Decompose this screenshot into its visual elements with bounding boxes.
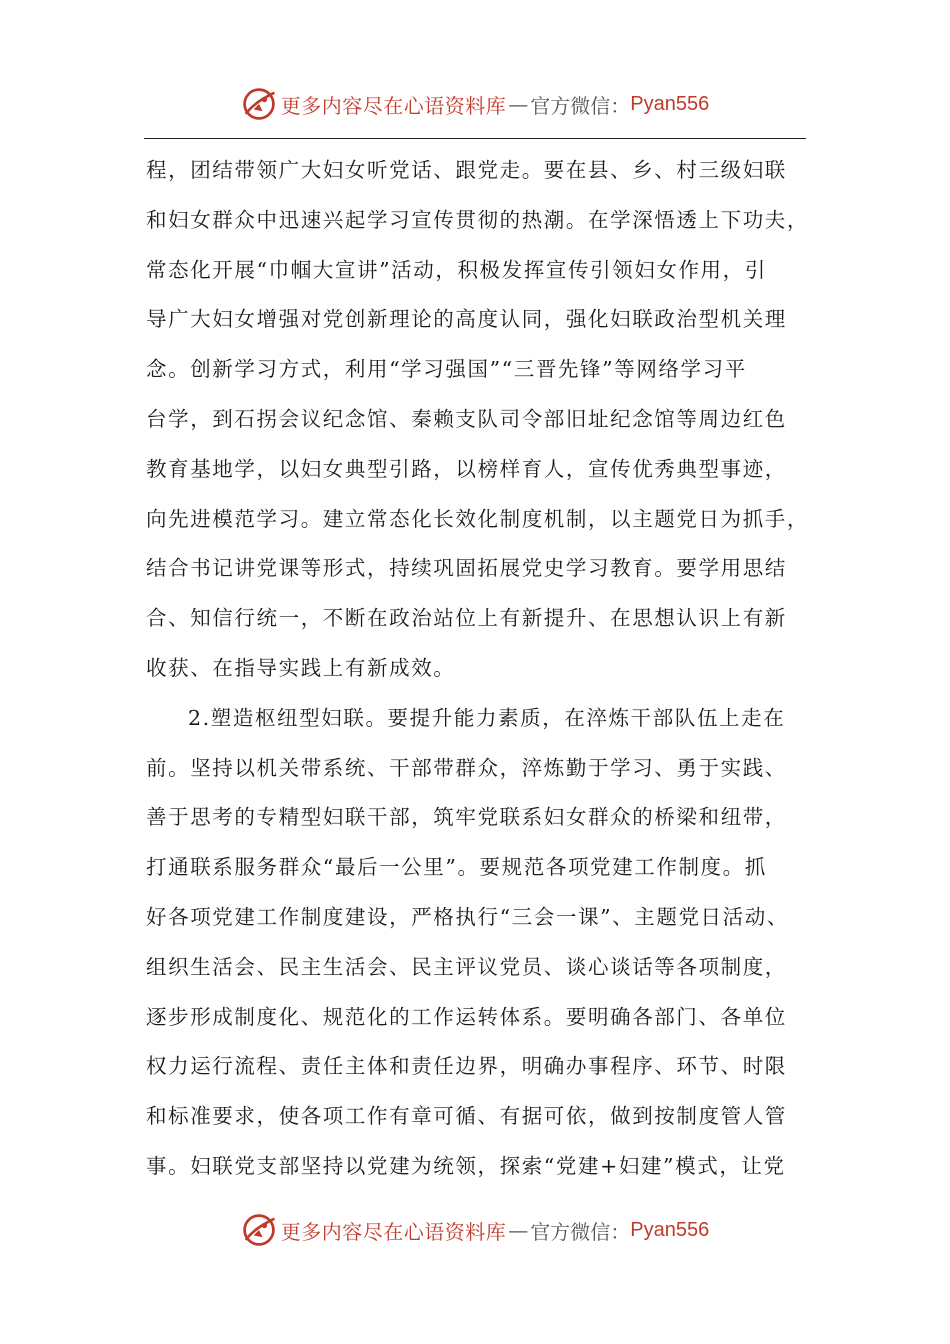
body-line: 合、知信行统一，不断在政治站位上有新提升、在思想认识上有新 — [146, 606, 787, 631]
banner-dash: — — [508, 92, 529, 116]
banner-contact-label: 官方微信： — [530, 93, 631, 118]
logo-icon — [241, 1212, 277, 1248]
body-line: 好各项党建工作制度建设，严格执行“三会一课”、主题党日活动、 — [146, 904, 789, 929]
body-line: 结合书记讲党课等形式，持续巩固拓展党史学习教育。要学用思结 — [146, 556, 787, 581]
body-line: 事。妇联党支部坚持以党建为统领，探索“党建+妇建”模式，让党 — [146, 1153, 786, 1178]
banner-dash: — — [508, 1218, 529, 1242]
body-line: 和标准要求，使各项工作有章可循、有据可依，做到按制度管人管 — [146, 1104, 787, 1129]
banner-contact-label: 官方微信： — [530, 1219, 631, 1244]
banner-title: 更多内容尽在心语资料库 — [280, 93, 507, 118]
header-rule — [144, 138, 806, 139]
body-line: 导广大妇女增强对党创新理论的高度认同，强化妇联政治型机关理 — [146, 307, 787, 332]
body-line: 程，团结带领广大妇女听党话、跟党走。要在县、乡、村三级妇联 — [146, 158, 787, 182]
body-line: 权力运行流程、责任主体和责任边界，明确办事程序、环节、时限 — [146, 1054, 787, 1079]
body-line: 和妇女群众中迅速兴起学习宣传贯彻的热潮。在学深悟透上下功夫， — [146, 207, 809, 232]
body-line: 教育基地学，以妇女典型引路，以榜样育人，宣传优秀典型事迹， — [146, 456, 787, 481]
body-line: 常态化开展“巾帼大宣讲”活动，积极发挥宣传引领妇女作用，引 — [146, 257, 767, 282]
body-line: 逐步形成制度化、规范化的工作运转体系。要明确各部门、各单位 — [146, 1004, 787, 1029]
banner-title: 更多内容尽在心语资料库 — [280, 1219, 507, 1244]
body-line: 念。创新学习方式，利用“学习强国”“三晋先锋”等网络学习平 — [146, 357, 747, 382]
footer-banner — [0, 1210, 950, 1250]
body-line: 前。坚持以机关带系统、干部带群众，淬炼勤于学习、勇于实践、 — [146, 755, 787, 780]
body-line: 台学，到石拐会议纪念馆、秦赖支队司令部旧址纪念馆等周边红色 — [146, 406, 787, 431]
body-line: 向先进模范学习。建立常态化长效化制度机制，以主题党日为抓手， — [146, 506, 809, 531]
banner-contact-id: Pyan556 — [630, 92, 710, 115]
body-line: 收获、在指导实践上有新成效。 — [146, 655, 456, 680]
header-banner — [0, 84, 950, 124]
body-line: 打通联系服务群众“最后一公里”。要规范各项党建工作制度。抓 — [146, 855, 767, 880]
body-line: 组织生活会、民主生活会、民主评议党员、谈心谈话等各项制度， — [146, 954, 787, 979]
body-line-paragraph-start: 2.塑造枢纽型妇联。要提升能力素质，在淬炼干部队伍上走在 — [188, 705, 786, 730]
logo-icon — [241, 86, 277, 122]
banner-contact-id: Pyan556 — [630, 1218, 710, 1241]
document-body — [146, 146, 826, 1192]
body-line: 善于思考的专精型妇联干部，筑牢党联系妇女群众的桥梁和纽带， — [146, 805, 787, 830]
